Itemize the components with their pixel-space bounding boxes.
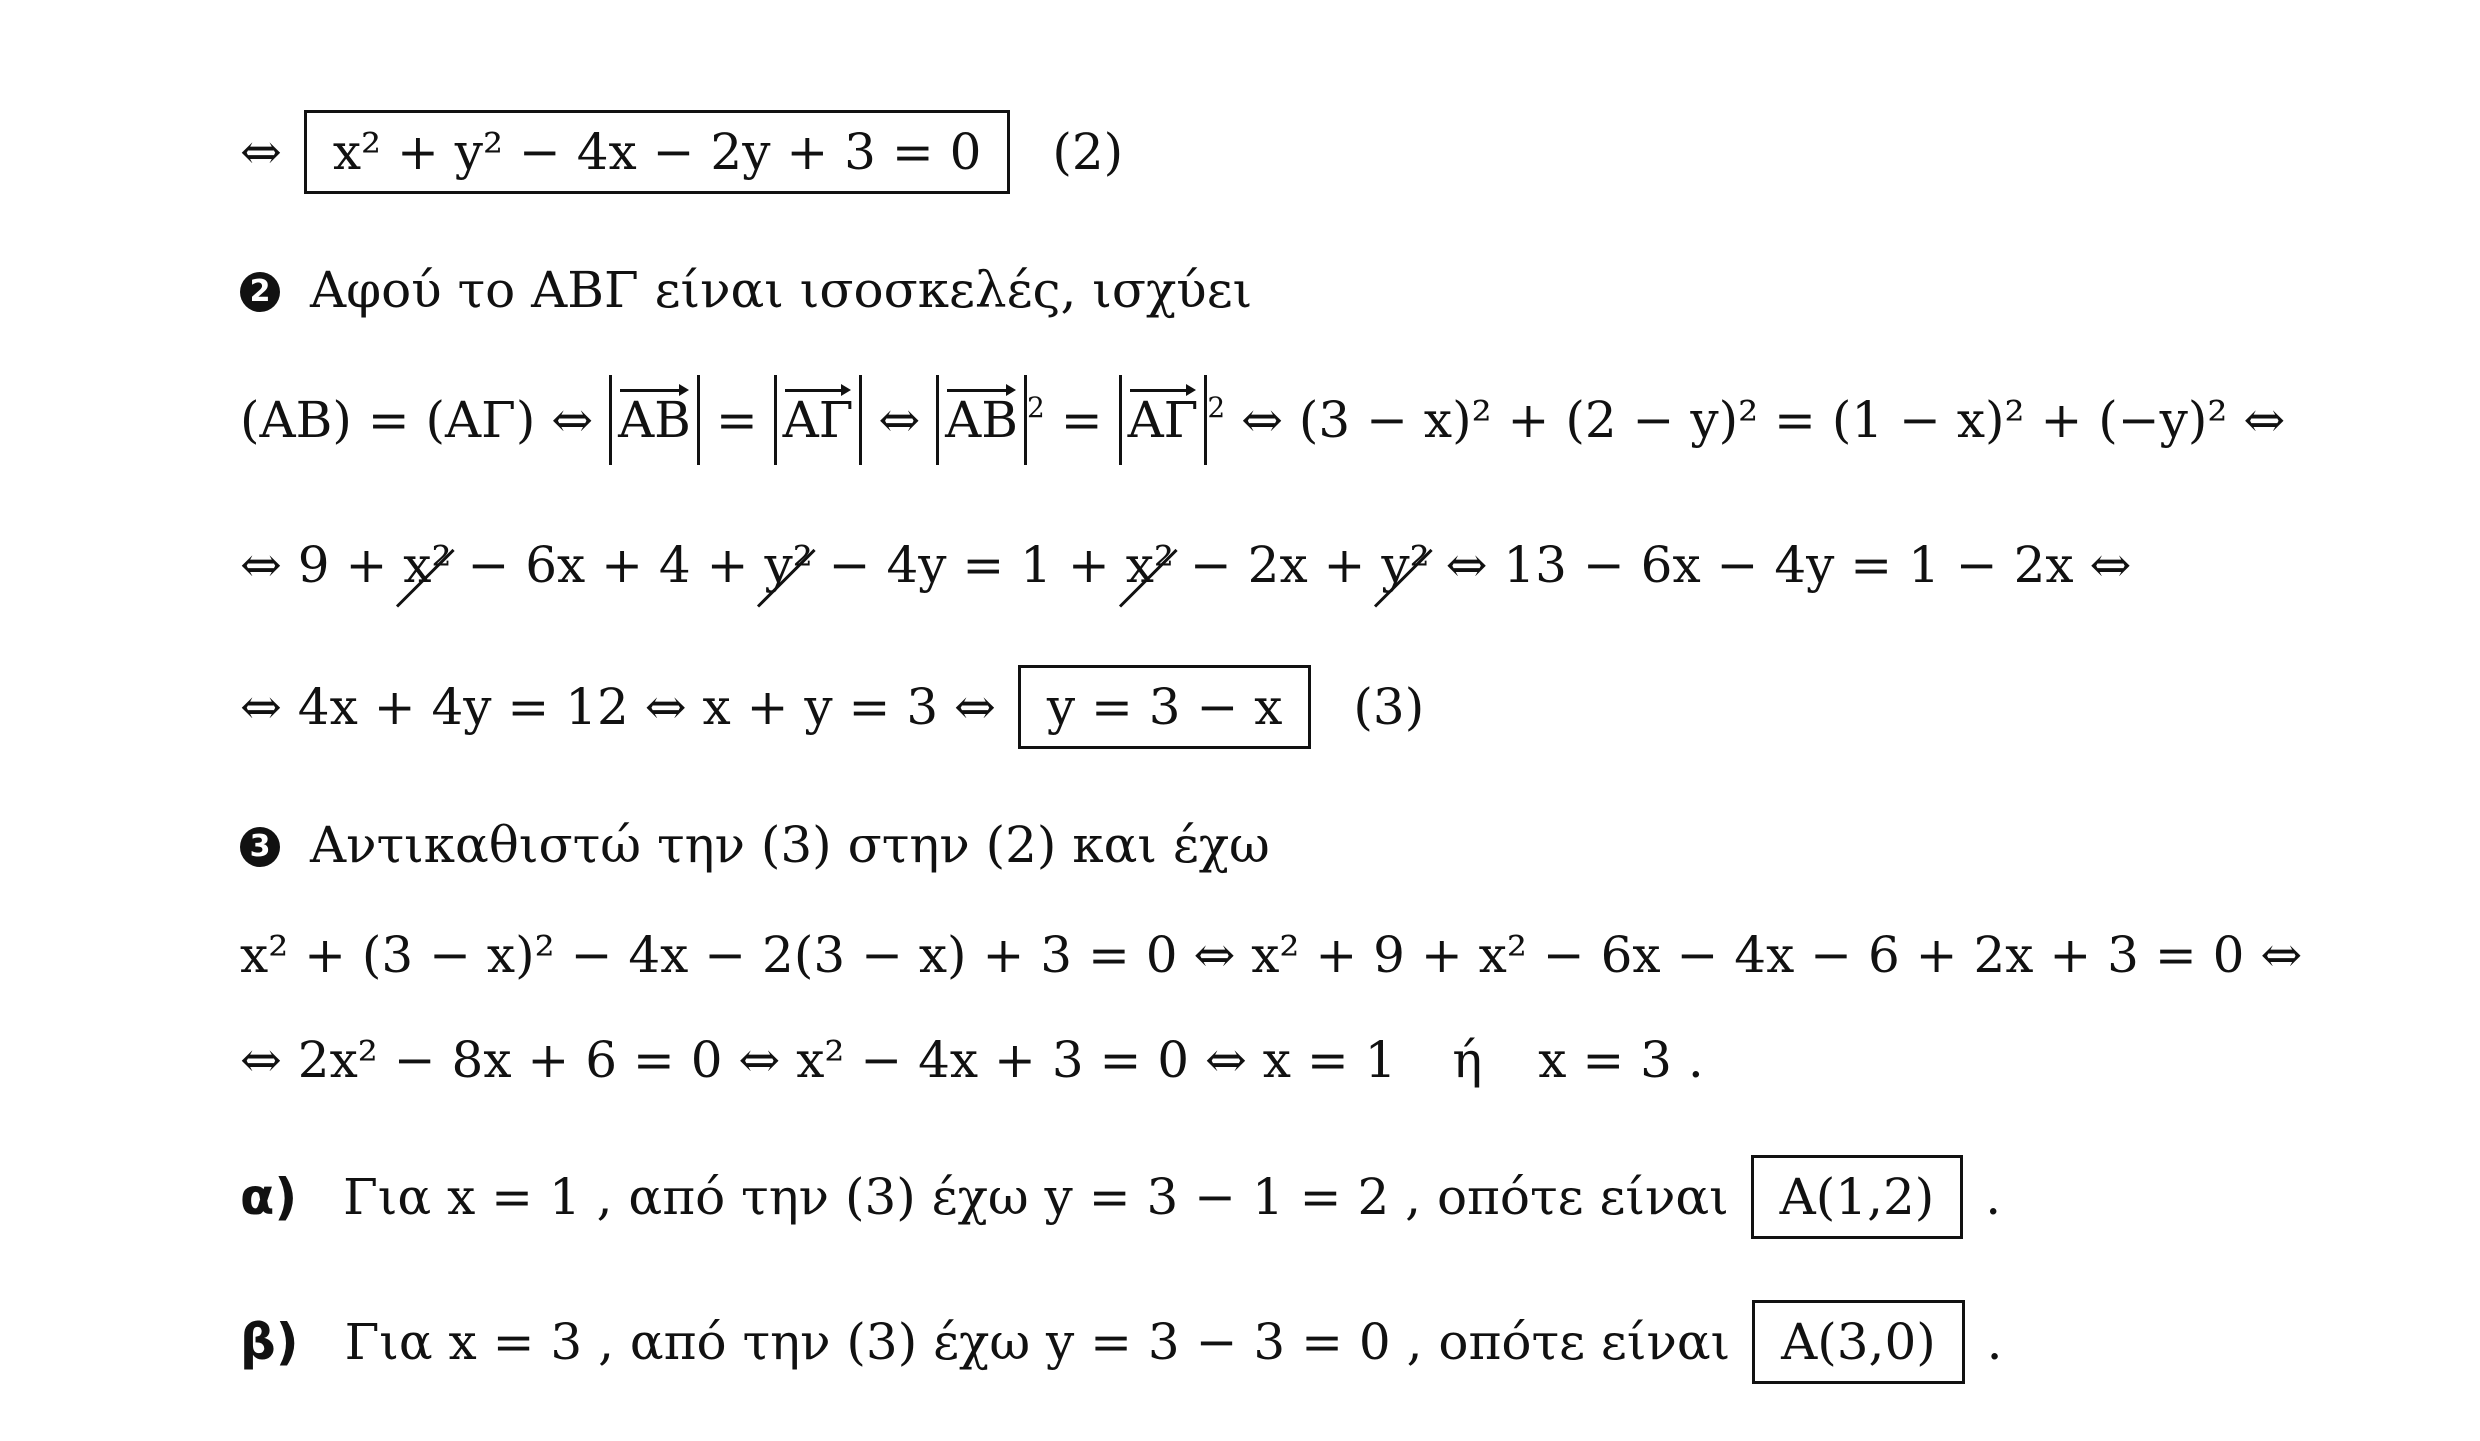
- vector-ab-norm-squared: [936, 375, 1027, 465]
- step-2-bullet: 2: [240, 272, 280, 312]
- case-alpha: [240, 1155, 2001, 1239]
- expr-part: − 4y = 1 +: [828, 536, 1110, 594]
- equals-sign: =: [1060, 391, 1103, 449]
- distance-equality: (ΑΒ) = (ΑΓ) ⇔: [240, 391, 594, 449]
- cancelled-y-squared: y²: [1381, 530, 1429, 600]
- vector-ab-norm: [609, 375, 700, 465]
- vector-ab: ΑΒ: [945, 375, 1018, 465]
- case-alpha-text: Για x = 1 , από την (3) έχω y = 3 − 1 = 2 , οπότε είναι: [343, 1168, 1729, 1226]
- equation-tag-3: (3): [1353, 678, 1425, 736]
- expanded-distances: ⇔ (3 − x)² + (2 − y)² = (1 − x)² + (−y)² ⇔: [1241, 391, 2286, 449]
- equation-line-circle: [240, 110, 1123, 194]
- vector-ag-norm-squared: [1119, 375, 1208, 465]
- equation-tag-2: (2): [1052, 123, 1124, 181]
- equation-line-substitution: [240, 920, 2302, 990]
- case-beta-text: Για x = 3 , από την (3) έχω y = 3 − 3 = 0 , οπότε είναι: [344, 1313, 1731, 1371]
- case-beta-label: β): [240, 1313, 299, 1371]
- answer-box-beta: Α(3,0): [1752, 1300, 1965, 1384]
- expr-part: − 2x +: [1189, 536, 1366, 594]
- step-3-text: Αντικαθιστώ την (3) στην (2) και έχω: [310, 816, 1270, 874]
- substitution-expr: x² + (3 − x)² − 4x − 2(3 − x) + 3 = 0 ⇔ x² + 9 + x² − 6x − 4x − 6 + 2x + 3 = 0 ⇔: [240, 926, 2303, 984]
- expr-part: ⇔ 9 +: [240, 536, 388, 594]
- iff-symbol: ⇔: [878, 391, 921, 449]
- boxed-equation-3: y = 3 − x: [1018, 665, 1312, 749]
- cancelled-y-squared: y²: [764, 530, 812, 600]
- vector-ag: ΑΓ: [783, 375, 854, 465]
- equation-line-quadratic: [240, 1025, 1704, 1095]
- linear-derivation: ⇔ 4x + 4y = 12 ⇔ x + y = 3 ⇔: [240, 678, 996, 736]
- exponent: 2: [1027, 391, 1045, 424]
- vector-ag-norm: [774, 375, 863, 465]
- equation-line-linear: [240, 665, 1424, 749]
- cancelled-x-squared: x²: [403, 530, 451, 600]
- step-3-bullet: 3: [240, 827, 280, 867]
- period: .: [1985, 1168, 2002, 1226]
- case-beta: [240, 1300, 2003, 1384]
- boxed-equation-2: x² + y² − 4x − 2y + 3 = 0: [304, 110, 1011, 194]
- cancelled-x-squared: x²: [1126, 530, 1174, 600]
- second-root: x = 3 .: [1538, 1031, 1704, 1089]
- or-word: ή: [1452, 1031, 1483, 1089]
- vector-ab: ΑΒ: [618, 375, 691, 465]
- equation-line-cancellation: [240, 530, 2131, 600]
- exponent: 2: [1207, 391, 1226, 424]
- quadratic-expr: ⇔ 2x² − 8x + 6 = 0 ⇔ x² − 4x + 3 = 0 ⇔ x = 1: [240, 1031, 1397, 1089]
- period: .: [1986, 1313, 2003, 1371]
- iff-symbol: ⇔: [240, 123, 282, 181]
- expr-part: − 6x + 4 +: [467, 536, 749, 594]
- vector-ag: ΑΓ: [1128, 375, 1199, 465]
- equation-line-isosceles: [240, 375, 2285, 465]
- step-3-heading: [240, 810, 1270, 880]
- step-2-text: Αφού το ΑΒΓ είναι ισοσκελές, ισχύει: [310, 261, 1253, 319]
- equals-sign: =: [715, 391, 758, 449]
- step-2-heading: [240, 255, 1252, 325]
- expr-part: ⇔ 13 − 6x − 4y = 1 − 2x ⇔: [1445, 536, 2132, 594]
- case-alpha-label: α): [240, 1168, 298, 1226]
- answer-box-alpha: Α(1,2): [1751, 1155, 1964, 1239]
